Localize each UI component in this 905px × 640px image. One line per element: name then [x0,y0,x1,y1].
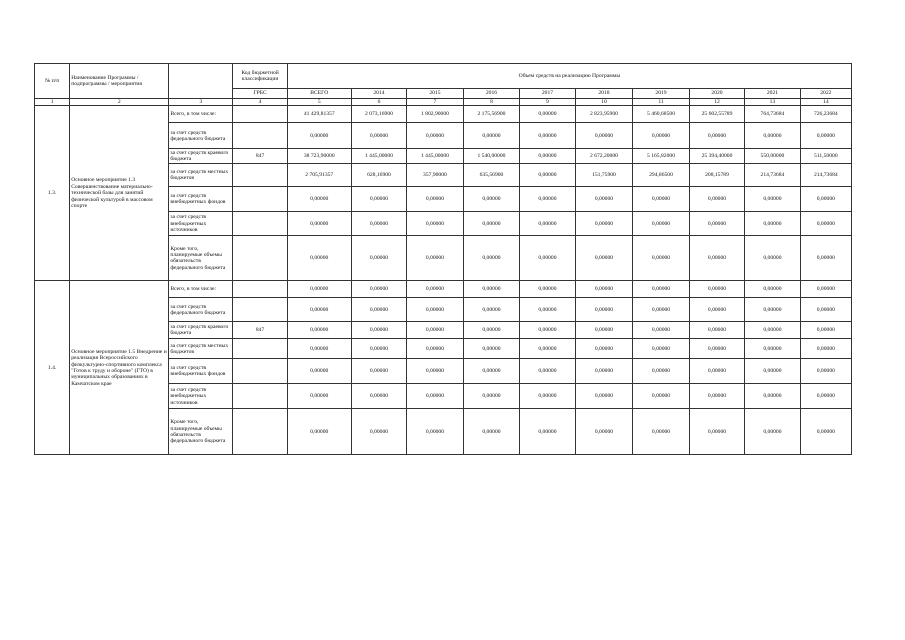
year-value: 0,00000 [800,298,851,322]
year-value: 0,00000 [520,149,575,164]
year-value: 0,00000 [407,339,464,359]
year-value: 0,00000 [463,339,520,359]
year-value: 0,00000 [689,187,744,212]
row-label: за счет средств внебюджетных источников [169,384,233,409]
header-volume: Объем средств на реализацию Программы [287,64,851,89]
year-value: 151,75900 [575,164,633,187]
year-value: 0,00000 [520,106,575,123]
year-value: 0,00000 [520,212,575,236]
column-number: 10 [575,99,633,106]
year-value: 0,00000 [520,322,575,339]
total-value: 0,00000 [287,322,351,339]
year-value: 2 175,56900 [463,106,520,123]
total-value: 0,00000 [287,212,351,236]
year-value: 764,73684 [745,106,800,123]
year-value: 0,00000 [575,281,633,298]
year-value: 628,16900 [351,164,406,187]
year-value: 0,00000 [575,212,633,236]
year-value: 0,00000 [463,298,520,322]
year-value: 0,00000 [463,123,520,149]
year-value: 0,00000 [463,187,520,212]
section-number: 1.3. [35,106,70,281]
year-value: 2 672,20000 [575,149,633,164]
year-value: 0,00000 [745,359,800,384]
row-label: Всего, в том числе: [169,106,233,123]
year-value: 0,00000 [575,359,633,384]
year-value: 0,00000 [463,212,520,236]
year-value: 0,00000 [463,359,520,384]
total-value: 0,00000 [287,384,351,409]
year-value: 0,00000 [633,339,690,359]
total-value: 0,00000 [287,236,351,281]
year-value: 0,00000 [800,123,851,149]
header-year: 2021 [745,89,800,99]
total-value: 2 705,91357 [287,164,351,187]
year-value: 0,00000 [633,236,690,281]
year-value: 0,00000 [745,409,800,455]
year-value: 0,00000 [351,339,406,359]
year-value: 0,00000 [463,409,520,455]
row-label: Всего, в том числе: [169,281,233,298]
year-value: 294,86500 [633,164,690,187]
column-number: 6 [351,99,406,106]
year-value: 0,00000 [800,384,851,409]
year-value: 0,00000 [633,384,690,409]
year-value: 0,00000 [351,212,406,236]
year-value: 0,00000 [575,298,633,322]
program-funding-table [34,63,852,455]
year-value: 0,00000 [689,236,744,281]
header-grbs: ГРБС [233,89,287,99]
year-value: 0,00000 [745,212,800,236]
grbs-code [233,164,287,187]
year-value: 5 460,68500 [633,106,690,123]
year-value: 550,00000 [745,149,800,164]
table-row [35,106,852,123]
header-year: 2014 [351,89,406,99]
column-number: 2 [70,99,169,106]
year-value: 0,00000 [407,298,464,322]
year-value: 0,00000 [689,339,744,359]
year-value: 0,00000 [575,187,633,212]
year-value: 0,00000 [633,123,690,149]
year-value: 2 823,95900 [575,106,633,123]
year-value: 0,00000 [689,409,744,455]
column-number: 8 [463,99,520,106]
column-number: 4 [233,99,287,106]
header-year: 2019 [633,89,690,99]
year-value: 0,00000 [520,236,575,281]
year-value: 0,00000 [407,236,464,281]
header-kbk: Код бюджетной классификации [233,64,287,89]
year-value: 0,00000 [520,187,575,212]
year-value: 0,00000 [351,298,406,322]
year-value: 0,00000 [689,281,744,298]
year-value: 214,73684 [745,164,800,187]
year-value: 511,50000 [800,149,851,164]
year-value: 0,00000 [575,322,633,339]
year-value: 0,00000 [575,339,633,359]
grbs-code [233,106,287,123]
year-value: 0,00000 [407,281,464,298]
row-label: за счет средств краевого бюджета [169,322,233,339]
year-value: 0,00000 [800,281,851,298]
year-value: 0,00000 [575,409,633,455]
year-value: 0,00000 [351,409,406,455]
year-value: 0,00000 [351,359,406,384]
year-value: 0,00000 [351,236,406,281]
year-value: 0,00000 [689,212,744,236]
year-value: 0,00000 [800,359,851,384]
row-label: за счет средств внебюджетных источников [169,212,233,236]
row-label: за счет средств краевого бюджета [169,149,233,164]
row-label: Кроме того, планируемые объемы обязательств федерального бюджета [169,236,233,281]
year-value: 0,00000 [575,384,633,409]
year-value: 357,90000 [407,164,464,187]
year-value: 208,15789 [689,164,744,187]
year-value: 214,73684 [800,164,851,187]
year-value: 0,00000 [351,322,406,339]
year-value: 0,00000 [633,281,690,298]
year-value: 0,00000 [463,322,520,339]
year-value: 0,00000 [575,236,633,281]
year-value: 0,00000 [351,187,406,212]
header-year: 2020 [689,89,744,99]
table-row [35,281,852,298]
grbs-code [233,384,287,409]
year-value: 25 602,55789 [689,106,744,123]
header-name: Наименование Программы / подпрограммы / мероприятия [70,64,169,99]
year-value: 0,00000 [745,298,800,322]
grbs-code [233,409,287,455]
header-year: 2022 [800,89,851,99]
row-label: за счет средств внебюджетных фондов [169,359,233,384]
total-value: 38 723,90000 [287,149,351,164]
year-value: 0,00000 [351,384,406,409]
grbs-code [233,339,287,359]
grbs-code [233,187,287,212]
year-value: 0,00000 [407,322,464,339]
section-name: Основное мероприятие 1.5 Внедрение и реализация Всероссийского физкультурно-спортивного комплекса "Готов к труду и обороне" (ГТО) в муниципальных образованиях в Камчатском крае [70,281,169,455]
year-value: 1 445,00000 [351,149,406,164]
year-value: 0,00000 [633,359,690,384]
column-number: 7 [407,99,464,106]
year-value: 0,00000 [745,187,800,212]
row-label: за счет средств местных бюджетов [169,339,233,359]
year-value: 0,00000 [575,123,633,149]
year-value: 0,00000 [520,384,575,409]
column-number: 12 [689,99,744,106]
total-value: 0,00000 [287,359,351,384]
year-value: 1 445,00000 [407,149,464,164]
header-num: № п/п [35,64,70,99]
year-value: 0,00000 [745,322,800,339]
grbs-code [233,298,287,322]
total-value: 0,00000 [287,339,351,359]
year-value: 726,23684 [800,106,851,123]
year-value: 0,00000 [800,339,851,359]
header-total: ВСЕГО [287,89,351,99]
year-value: 0,00000 [689,322,744,339]
year-value: 0,00000 [407,384,464,409]
row-label: Кроме того, планируемые объемы обязательств федерального бюджета [169,409,233,455]
year-value: 0,00000 [745,123,800,149]
column-number: 5 [287,99,351,106]
column-number: 13 [745,99,800,106]
year-value: 0,00000 [800,212,851,236]
year-value: 0,00000 [520,409,575,455]
year-value: 0,00000 [745,384,800,409]
header-empty [169,64,233,99]
year-value: 0,00000 [689,384,744,409]
row-label: за счет средств внебюджетных фондов [169,187,233,212]
column-number: 9 [520,99,575,106]
section-name: Основное мероприятие 1.3 Совершенствование материально-технической базы для занятий физической культурой в массовом спорте [70,106,169,281]
year-value: 0,00000 [520,359,575,384]
year-value: 0,00000 [407,359,464,384]
row-label: за счет средств федерального бюджета [169,123,233,149]
year-value: 635,56900 [463,164,520,187]
year-value: 0,00000 [633,298,690,322]
year-value: 0,00000 [800,236,851,281]
year-value: 1 540,00000 [463,149,520,164]
header-year: 2016 [463,89,520,99]
year-value: 0,00000 [745,236,800,281]
year-value: 0,00000 [633,187,690,212]
year-value: 0,00000 [633,322,690,339]
column-number: 11 [633,99,690,106]
total-value: 0,00000 [287,123,351,149]
year-value: 0,00000 [520,339,575,359]
year-value: 0,00000 [633,212,690,236]
grbs-code [233,212,287,236]
total-value: 41 429,81357 [287,106,351,123]
header-year: 2017 [520,89,575,99]
grbs-code [233,359,287,384]
year-value: 0,00000 [800,409,851,455]
year-value: 0,00000 [689,298,744,322]
header-year: 2015 [407,89,464,99]
total-value: 0,00000 [287,187,351,212]
year-value: 0,00000 [520,123,575,149]
year-value: 0,00000 [800,322,851,339]
year-value: 5 165,82000 [633,149,690,164]
column-number: 14 [800,99,851,106]
year-value: 0,00000 [407,409,464,455]
total-value: 0,00000 [287,298,351,322]
year-value: 1 802,90000 [407,106,464,123]
grbs-code [233,281,287,298]
grbs-code [233,123,287,149]
year-value: 0,00000 [351,123,406,149]
column-number: 3 [169,99,233,106]
year-value: 0,00000 [745,281,800,298]
section-number: 1.4. [35,281,70,455]
year-value: 0,00000 [351,281,406,298]
column-number: 1 [35,99,70,106]
year-value: 0,00000 [520,164,575,187]
year-value: 0,00000 [520,281,575,298]
year-value: 0,00000 [689,123,744,149]
header-year: 2018 [575,89,633,99]
total-value: 0,00000 [287,409,351,455]
year-value: 0,00000 [407,212,464,236]
year-value: 0,00000 [407,187,464,212]
year-value: 0,00000 [689,359,744,384]
year-value: 0,00000 [463,384,520,409]
year-value: 0,00000 [520,298,575,322]
year-value: 2 073,16900 [351,106,406,123]
year-value: 0,00000 [800,187,851,212]
year-value: 25 394,40000 [689,149,744,164]
row-label: за счет средств федерального бюджета [169,298,233,322]
year-value: 0,00000 [463,281,520,298]
year-value: 0,00000 [463,236,520,281]
grbs-code [233,236,287,281]
grbs-code: 847 [233,149,287,164]
year-value: 0,00000 [633,409,690,455]
year-value: 0,00000 [745,339,800,359]
year-value: 0,00000 [407,123,464,149]
grbs-code: 847 [233,322,287,339]
row-label: за счет средств местных бюджетов [169,164,233,187]
total-value: 0,00000 [287,281,351,298]
